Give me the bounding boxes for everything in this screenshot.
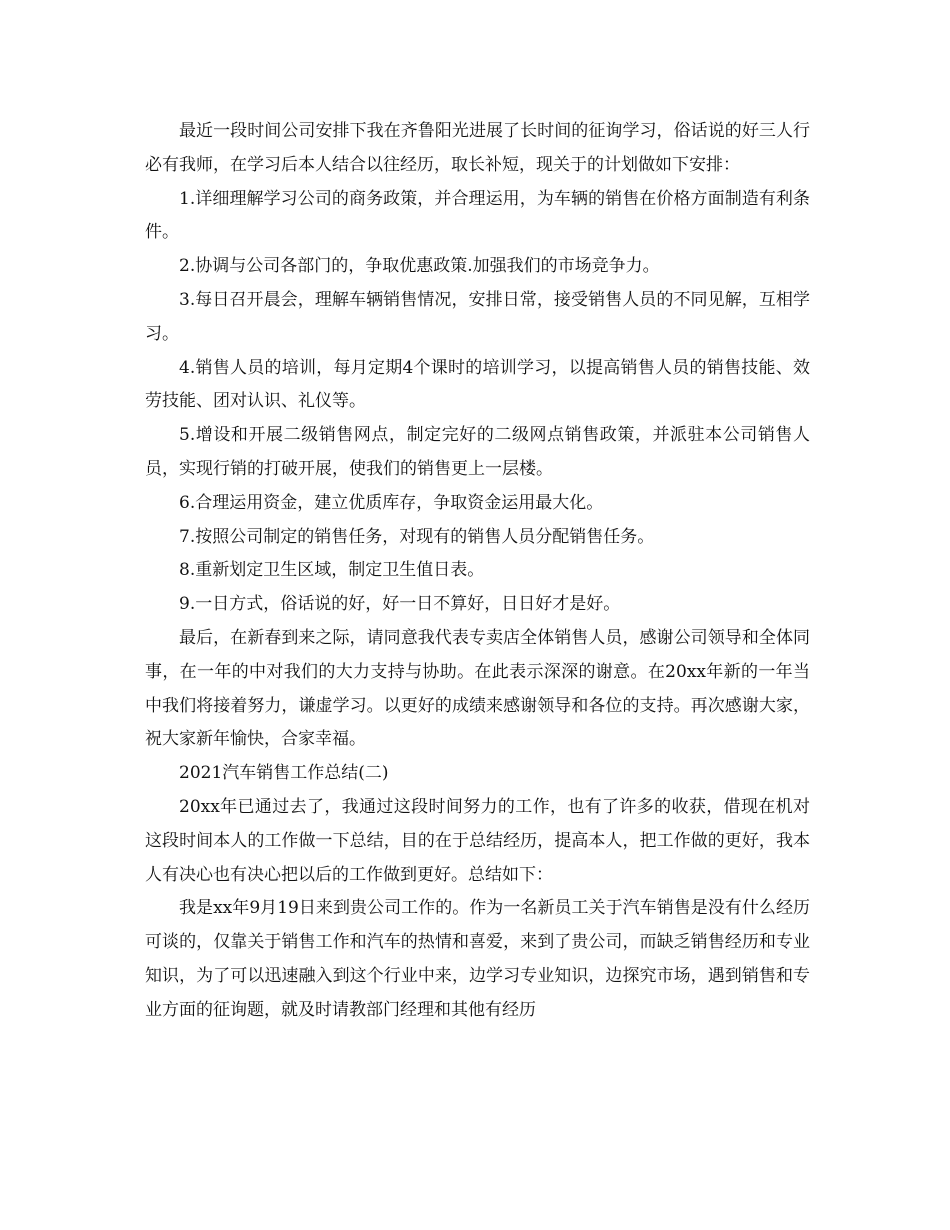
paragraph-item-4: 4.销售人员的培训，每月定期4个课时的培训学习，以提高销售人员的销售技能、效劳技能、团对认识、礼仪等。 — [145, 357, 810, 412]
paragraph-item-5: 5.增设和开展二级销售网点，制定完好的二级网点销售政策，并派驻本公司销售人员，实现行销的打破开展，使我们的销售更上一层楼。 — [145, 425, 810, 479]
paragraph-item-6: 6.合理运用资金，建立优质库存，争取资金运用最大化。 — [179, 492, 604, 513]
document-body — [145, 115, 810, 1028]
paragraph-item-1: 1.详细理解学习公司的商务政策，并合理运用，为车辆的销售在价格方面制造有利条件。 — [145, 188, 810, 243]
paragraph-item-8: 8.重新划定卫生区域，制定卫生值日表。 — [179, 560, 485, 581]
paragraph-item-2: 2.协调与公司各部门的，争取优惠政策.加强我们的市场竞争力。 — [179, 256, 660, 277]
paragraph-item-7: 7.按照公司制定的销售任务，对现有的销售人员分配销售任务。 — [179, 526, 655, 547]
paragraph-item-3: 3.每日召开晨会，理解车辆销售情况，安排日常，接受销售人员的不同见解，互相学习。 — [145, 289, 810, 344]
paragraph-item-9: 9.一日方式，俗话说的好，好一日不算好，日日好才是好。 — [179, 594, 621, 615]
paragraph-closing: 最后，在新春到来之际，请同意我代表专卖店全体销售人员，感谢公司领导和全体同事，在一年的中对我们的大力支持与协助。在此表示深深的谢意。在20xx年新的一年当中我们将接着努力，谦虚学习。以更好的成绩来感谢领导和各位的支持。再次感谢大家，祝大家新年愉快，合家幸福。 — [145, 627, 810, 750]
section-heading: 2021汽车销售工作总结(二) — [179, 763, 389, 784]
paragraph-intro: 最近一段时间公司安排下我在齐鲁阳光进展了长时间的征询学习，俗话说的好三人行必有我师，在学习后本人结合以往经历，取长补短，现关于的计划做如下安排： — [145, 121, 810, 175]
paragraph-summary-intro: 20xx年已通过去了，我通过这段时间努力的工作，也有了许多的收获，借现在机对这段时间本人的工作做一下总结，目的在于总结经历，提高本人，把工作做的更好，我本人有决心也有决心把以后的工作做到更好。总结如下： — [145, 796, 810, 885]
paragraph-summary-body: 我是xx年9月19日来到贵公司工作的。作为一名新员工关于汽车销售是没有什么经历可谈的，仅靠关于销售工作和汽车的热情和喜爱，来到了贵公司，而缺乏销售经历和专业知识，为了可以迅速融入到这个行业中来，边学习专业知识，边探究市场，遇到销售和专业方面的征询题，就及时请教部门经理和其他有经历 — [145, 898, 810, 1020]
